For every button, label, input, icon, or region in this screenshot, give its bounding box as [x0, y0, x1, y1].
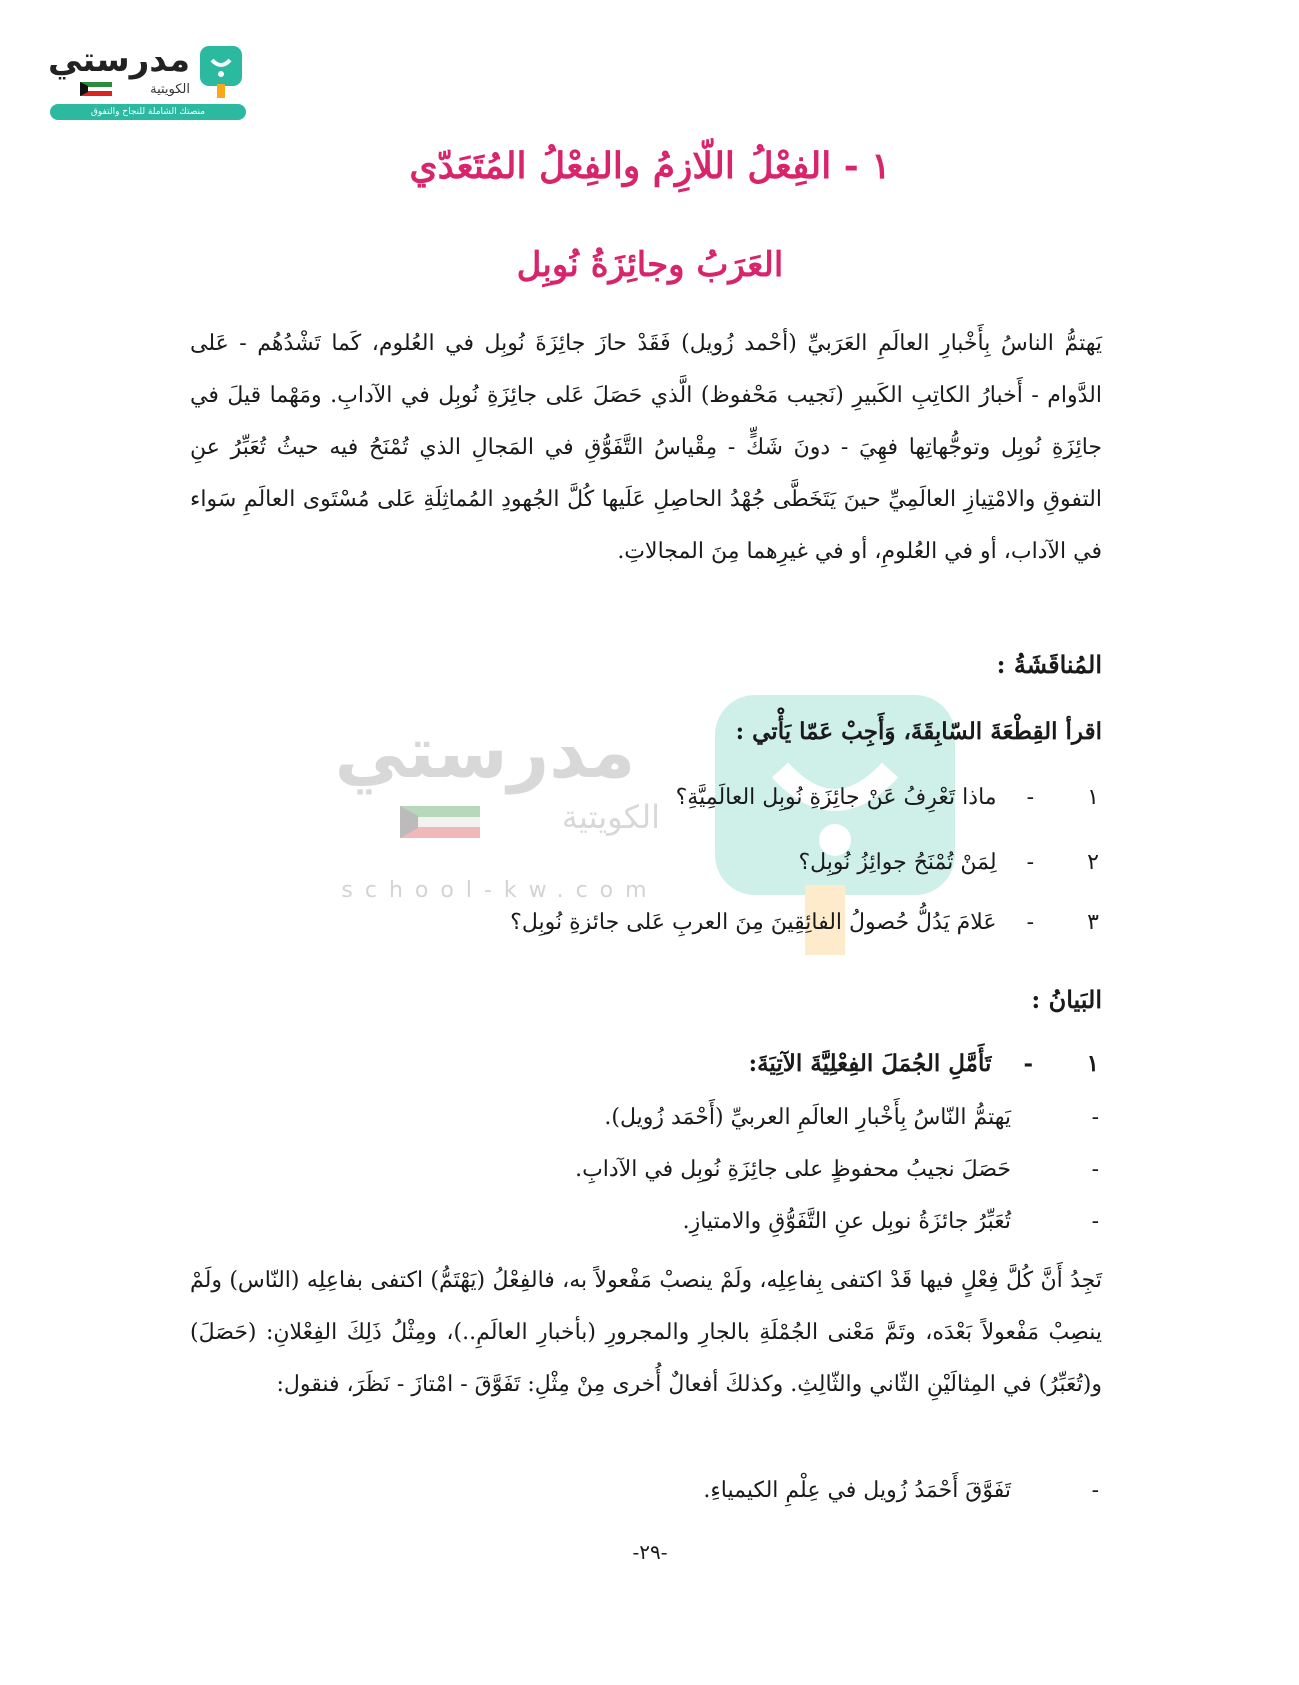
kuwait-flag-icon — [80, 82, 112, 96]
dash: - — [1023, 1050, 1033, 1077]
question-item — [676, 785, 1099, 810]
site-logo[interactable] — [50, 38, 250, 124]
example-text: يَهتمُّ النّاسُ بِأَخْبارِ العالَمِ العربيِّ (أَحْمَد زُويل). — [604, 1105, 1011, 1130]
logo-subtitle: الكويتية — [150, 82, 190, 97]
question-number: ٢ — [1087, 850, 1099, 875]
dash: - — [1091, 1209, 1099, 1234]
question-text: عَلامَ يَدُلُّ حُصولُ الفائِقِينَ مِنَ العربِ عَلى جائزةِ نُوبِل؟ — [510, 910, 997, 935]
logo-badge-icon — [198, 44, 244, 100]
final-example-text: تَفَوَّقَ أَحْمَدُ زُويل في عِلْمِ الكيمياءِ. — [703, 1478, 1011, 1503]
watermark-subtitle: الكويتية — [561, 798, 660, 836]
dash: - — [1026, 910, 1034, 935]
logo-tagline: منصتك الشاملة للنجاح والتفوق — [50, 104, 246, 120]
watermark-url: school-kw.com — [341, 878, 659, 903]
question-number: ١ — [1087, 785, 1099, 810]
lesson-title: العَرَبُ وجائِزَةُ نُوبِل — [516, 245, 784, 285]
dash: - — [1091, 1478, 1099, 1503]
item-title-text: تَأَمَّلِ الجُمَلَ الفِعْلِيَّةَ الآتِيَةَ: — [748, 1050, 992, 1077]
dash: - — [1026, 850, 1034, 875]
item-number: ١ — [1086, 1050, 1099, 1077]
example-sentence — [575, 1157, 1099, 1182]
question-item — [798, 850, 1099, 875]
logo-name: مدرستي — [48, 40, 190, 80]
explanation-heading: البَيانُ : — [1031, 985, 1102, 1014]
discussion-instruction: اقرأ القِطْعَةَ السّابِقَةَ، وَأَجِبْ عَمّا يَأْتي : — [735, 718, 1102, 745]
reading-passage: يَهتمُّ الناسُ بِأَخْبارِ العالَمِ العَرَبيِّ (أحْمد زُويل) فَقَدْ حازَ جائِزَةَ نُوبِل في العُلوم، كَما تَشْدُهُم - عَلى الدَّوام - أَخبارُ الكاتِبِ الكَبيرِ (نَجيب مَحْفوظ) الَّذي حَصَلَ عَلى جائِزَةِ نُوبِل في الآدابِ. ومَهْما قيلَ في جائِزَةِ نُوبِل وتوجُّهاتِها فهِيَ - دونَ شَكٍّ - مِقْياسُ التَّفَوُّقِ في المَجالِ الذي تُمْنَحُ فيه حيثُ تُعَبِّرُ عنِ التفوقِ والامْتِيازِ العالَمِيِّ حينَ يَتَخَطَّى جُهْدُ الحاصِلِ عَلَيها كُلَّ الجُهودِ المُماثِلَةِ عَلى مُسْتَوى العالَمِ سَواء في الآداب، أو في العُلومِ، أو في غيرِهما مِنَ المجالاتِ. — [190, 331, 1102, 564]
question-item — [510, 910, 1099, 935]
example-sentence — [604, 1105, 1099, 1130]
watermark-flag-icon — [400, 806, 480, 838]
explanation-item-title — [749, 1050, 1099, 1077]
example-text: حَصَلَ نجيبُ محفوظٍ على جائِزَةِ نُوبِل في الآدابِ. — [575, 1157, 1011, 1182]
example-text: تُعَبِّرُ جائزَةُ نوبِل عنِ التَّفَوُّقِ والامتيازِ. — [682, 1209, 1011, 1234]
question-number: ٣ — [1087, 910, 1099, 935]
dash: - — [1091, 1157, 1099, 1182]
final-example — [703, 1478, 1099, 1503]
page-number: -٢٩- — [632, 1540, 668, 1564]
dash: - — [1091, 1105, 1099, 1130]
watermark-name: مدرستي — [334, 710, 636, 794]
question-text: لِمَنْ تُمْنَحُ جوائِزُ نُوبِل؟ — [798, 850, 997, 875]
discussion-heading: المُناقَشَةُ : — [996, 650, 1102, 679]
example-sentence — [683, 1209, 1099, 1234]
explanation-paragraph: تَجِدُ أَنَّ كُلَّ فِعْلٍ فيها قَدْ اكتفى بِفاعِلِه، ولَمْ ينصبْ مَفْعولاً به، فالفِعْلُ (يَهْتَمُّ) اكتفى بفاعِلِه (النّاس) ولَمْ ينصِبْ مَفْعولاً بَعْدَه، وتَمَّ مَعْنى الجُمْلَةِ بالجارِ والمجرورِ (بأخبارِ العالَمِ..)، ومِثْلُ ذَلِكَ الفِعْلانِ: (حَصَلَ) و(تُعَبِّرُ) في المِثالَيْنِ الثّاني والثّالِثِ. وكذلكَ أفعالٌ أُخرى مِنْ مِثْلِ: تَفَوَّقَ - امْتازَ - نَظَرَ، فنقول: — [190, 1268, 1102, 1397]
question-text: ماذا تَعْرِفُ عَنْ جائِزَةِ نُوبِل العالَمِيَّةِ؟ — [675, 785, 997, 810]
dash: - — [1026, 785, 1034, 810]
chapter-title: ١ - الفِعْلُ اللّازِمُ والفِعْلُ المُتَعَدّي — [409, 145, 891, 187]
